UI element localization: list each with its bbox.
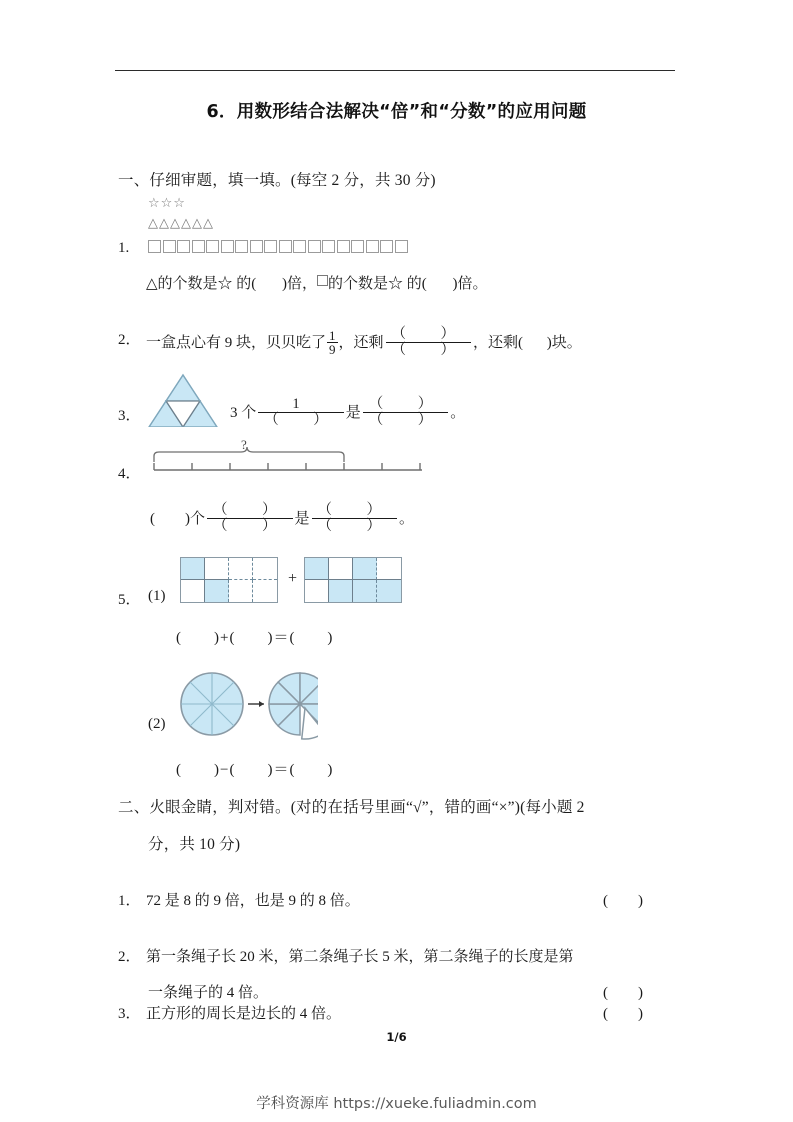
q4-statement [150,504,414,535]
q1-square [322,240,335,253]
tf-1-text: 72 是 8 的 9 倍，也是 9 的 8 倍。 [146,893,360,909]
grid-cell [329,580,353,602]
q1-statement [146,272,488,293]
q1-square [235,240,248,253]
q3-number: 3． [118,408,141,424]
q1-text-c: 的个数是☆ 的( [328,276,427,292]
q1-square [337,240,350,253]
section-one-heading: 一、仔细审题，填一填。(每空 2 分，共 30 分) [118,172,436,189]
q5-part1-grid-right [304,557,402,603]
q2-text-a: 一盒点心有 9 块，贝贝吃了 [146,335,327,352]
header-rule [115,70,675,71]
q1-square [264,240,277,253]
grid-cell [205,580,229,602]
q1-square-glyph [317,275,328,286]
q1-square [177,240,190,253]
grid-cell [377,580,401,602]
grid-cell [329,558,353,580]
q3-text-a: 3 个 [230,405,257,422]
grid-cell [353,580,377,602]
q1-triangles: △△△△△△ [148,216,214,231]
q1-square [148,240,161,253]
q5-part1-grid-left [180,557,278,603]
grid-cell [229,558,253,580]
q3-fraction-one-blank[interactable]: $\frac{1}{( )}$ [258,397,344,428]
grid-cell [253,580,277,602]
q1-square [351,240,364,253]
q1-square [293,240,306,253]
q2-statement [146,328,582,359]
q4-text-a[interactable]: ( )个 [150,511,205,528]
grid-cell [353,558,377,580]
tf-1-number: 1． [118,893,141,909]
q5-part1-label: (1) [148,588,166,604]
grid-cell [305,558,329,580]
page-number: 1/6 [386,1030,407,1044]
q2-answer-fraction[interactable]: $\frac{( )}{( )}$ [386,327,472,358]
page-title: 6．用数形结合法解决“倍”和“分数”的应用问题 [206,102,587,122]
section-two-heading-line2: 分，共 10 分) [148,836,241,853]
grid-cell [205,558,229,580]
q2-text-d: )块。 [546,335,582,352]
q4-fraction-right[interactable]: $\frac{( )}{( )}$ [312,503,398,534]
q1-square [366,240,379,253]
q5-part1-answer-line[interactable]: ( )+( )＝( ) [176,630,334,646]
grid-cell [181,558,205,580]
q3-answer-fraction[interactable]: $\frac{( )}{( )}$ [363,397,449,428]
source-url: https://xueke.fuliadmin.com [333,1096,537,1112]
q3-statement [230,398,465,429]
tf-2-text-line2: 一条绳子的 4 倍。 [148,985,269,1001]
q1-square [308,240,321,253]
tf-3-text: 正方形的周长是边长的 4 倍。 [146,1006,342,1022]
q2-text-b: ，还剩 [338,335,384,352]
q1-square [163,240,176,253]
q5-part2-answer-line[interactable]: ( )−( )＝( ) [176,762,334,778]
q4-text-b: 是 [294,511,310,528]
q3-text-c: 。 [450,405,466,422]
tf-1-answer-box[interactable]: ( ) [603,893,643,909]
tf-2-answer-box[interactable]: ( ) [603,985,643,1001]
q4-number-line-figure [148,436,428,483]
q4-text-c: 。 [399,511,415,528]
q4-question-mark: ? [241,437,247,452]
tf-3-answer-box[interactable]: ( ) [603,1006,643,1022]
grid-cell [305,580,329,602]
grid-cell [229,580,253,602]
section-two-heading-line1: 二、火眼金睛，判对错。(对的在括号里画“√”，错的画“×”)(每小题 2 [118,799,585,816]
q2-number: 2． [118,332,141,348]
q2-text-c: ，还剩( [473,335,524,352]
q1-square [279,240,292,253]
q1-stars: ☆☆☆ [148,196,186,211]
q1-number: 1. [118,240,130,256]
source-name: 学科资源库 [256,1096,329,1112]
q5-number: 5． [118,592,141,608]
q3-text-b: 是 [345,405,361,422]
q1-square [192,240,205,253]
grid-cell [253,558,277,580]
q5-part2-circle-figure [178,668,318,745]
tf-2-number: 2． [118,949,141,965]
q1-text-a: △的个数是☆ 的( [146,276,257,292]
q5-plus-icon: + [288,570,298,587]
q4-number: 4． [118,466,141,482]
tf-2-text: 第一条绳子长 20 米，第二条绳子长 5 米，第二条绳子的长度是第 [146,949,574,965]
q1-square [221,240,234,253]
grid-cell [377,558,401,580]
q4-fraction-left[interactable]: $\frac{( )}{( )}$ [207,503,293,534]
q1-square-row [148,240,408,253]
q1-text-d: )倍。 [452,276,488,292]
tf-3-number: 3． [118,1006,141,1022]
grid-cell [181,580,205,602]
q5-part2-label: (2) [148,716,166,732]
source-watermark [0,1092,793,1113]
q1-square [380,240,393,253]
q1-text-b: )倍， [282,276,318,292]
q1-square [250,240,263,253]
q2-fraction-one-ninth: $\frac{1}{9}$ [329,327,336,358]
q3-triangle-figure [147,373,219,432]
q1-square [395,240,408,253]
q1-square [206,240,219,253]
